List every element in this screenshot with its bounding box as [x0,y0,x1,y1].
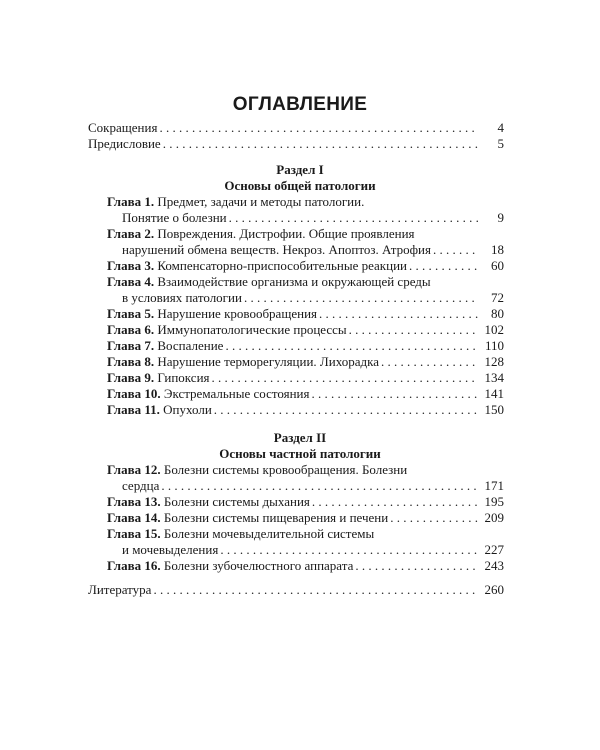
chapter-15-entry[interactable] [122,542,504,558]
chapter-12-first-line[interactable] [107,462,407,478]
chapter-title: Болезни системы пищеварения и печени [163,510,389,525]
page-number: 72 [491,290,504,305]
toc-entry-preface[interactable] [88,136,504,152]
chapter-number: Глава 2. [107,226,155,241]
chapter-4-entry[interactable] [122,290,504,306]
page-number: 134 [484,370,504,385]
page-number: 9 [497,210,504,225]
chapter-15-first-line[interactable] [107,526,374,542]
dot-leader [311,386,478,402]
chapter-title: Компенсаторно-приспособительные реакции [157,258,407,273]
dot-leader [312,494,478,510]
chapter-10-entry[interactable] [107,386,504,402]
chapter-number: Глава 14. [107,510,161,525]
page-number: 195 [484,494,504,509]
dot-leader [355,558,478,574]
page-number: 141 [484,386,504,401]
page-number: 171 [484,478,504,493]
chapter-14-entry[interactable] [107,510,504,526]
chapter-2-entry[interactable] [122,242,504,258]
dot-leader [163,136,478,152]
dot-leader [220,542,478,558]
chapter-title: Болезни зубочелюстного аппарата [163,558,354,573]
chapter-number: Глава 7. [107,338,155,353]
page-number: 260 [484,582,504,597]
chapter-5-entry[interactable] [107,306,504,322]
entry-title: Предисловие [88,136,161,151]
dot-leader [349,322,478,338]
page-number: 60 [491,258,504,273]
page-number: 128 [484,354,504,369]
page-number: 18 [491,242,504,257]
page-title: ОГЛАВЛЕНИЕ [232,94,368,115]
page-number: 5 [497,136,504,151]
chapter-number: Глава 9. [107,370,155,385]
dot-leader [433,242,478,258]
chapter-title: Гипоксия [157,370,210,385]
page-number: 209 [484,510,504,525]
chapter-title: Взаимодействие организма и окружающей среды [157,274,431,289]
entry-title: Сокращения [88,120,158,135]
chapter-1-first-line[interactable] [107,194,364,210]
dot-leader [153,582,478,598]
page-number: 4 [497,120,504,135]
chapter-16-entry[interactable] [107,558,504,574]
dot-leader [381,354,478,370]
chapter-title: Болезни системы дыхания [163,494,310,509]
chapter-6-entry[interactable] [107,322,504,338]
chapter-9-entry[interactable] [107,370,504,386]
chapter-title: Болезни мочевыделительной системы [163,526,375,541]
chapter-title: Экстремальные состояния [163,386,310,401]
page-number: 243 [484,558,504,573]
page-number: 150 [484,402,504,417]
chapter-number: Глава 1. [107,194,155,209]
dot-leader [244,290,478,306]
chapter-2-first-line[interactable] [107,226,415,242]
chapter-title: Иммунопатологические процессы [157,322,347,337]
dot-leader [159,120,478,136]
chapter-number: Глава 11. [107,402,160,417]
chapter-number: Глава 6. [107,322,155,337]
chapter-7-entry[interactable] [107,338,504,354]
chapter-number: Глава 10. [107,386,161,401]
chapter-title-cont: и мочевыделения [122,542,219,557]
chapter-title: Болезни системы кровообращения. Болезни [163,462,408,477]
chapter-number: Глава 16. [107,558,161,573]
dot-leader [225,338,478,354]
chapter-number: Глава 5. [107,306,155,321]
toc-entry-literature[interactable] [88,582,504,598]
chapter-12-entry[interactable] [122,478,504,494]
chapter-1-entry[interactable] [122,210,504,226]
chapter-8-entry[interactable] [107,354,504,370]
dot-leader [390,510,478,526]
section-2-label: Раздел II [273,430,327,445]
dot-leader [409,258,478,274]
toc-entry-abbreviations[interactable] [88,120,504,136]
page-number: 102 [484,322,504,337]
section-1-label: Раздел I [276,162,324,177]
chapter-title-cont: Понятие о болезни [122,210,227,225]
chapter-title: Повреждения. Дистрофии. Общие проявления [157,226,415,241]
dot-leader [214,402,478,418]
chapter-number: Глава 4. [107,274,155,289]
chapter-title-cont: нарушений обмена веществ. Некроз. Апоптоз. Атрофия [122,242,431,257]
dot-leader [161,478,478,494]
chapter-4-first-line[interactable] [107,274,431,290]
chapter-number: Глава 8. [107,354,155,369]
chapter-title-cont: в условиях патологии [122,290,242,305]
chapter-number: Глава 15. [107,526,161,541]
section-1-name: Основы общей патологии [224,178,376,193]
chapter-title: Опухоли [163,402,212,417]
dot-leader [212,370,478,386]
chapter-number: Глава 3. [107,258,155,273]
section-2-name: Основы частной патологии [219,446,381,461]
chapter-3-entry[interactable] [107,258,504,274]
page-number: 227 [484,542,504,557]
page-number: 110 [484,338,504,353]
chapter-title: Нарушение кровообращения [157,306,317,321]
dot-leader [229,210,478,226]
chapter-title-cont: сердца [122,478,160,493]
chapter-number: Глава 12. [107,462,161,477]
chapter-title: Нарушение терморегуляции. Лихорадка [157,354,379,369]
chapter-title: Предмет, задачи и методы патологии. [157,194,365,209]
page-number: 80 [491,306,504,321]
chapter-number: Глава 13. [107,494,161,509]
chapter-13-entry[interactable] [107,494,504,510]
chapter-11-entry[interactable] [107,402,504,418]
entry-title: Литература [88,582,152,597]
dot-leader [319,306,478,322]
chapter-title: Воспаление [157,338,224,353]
